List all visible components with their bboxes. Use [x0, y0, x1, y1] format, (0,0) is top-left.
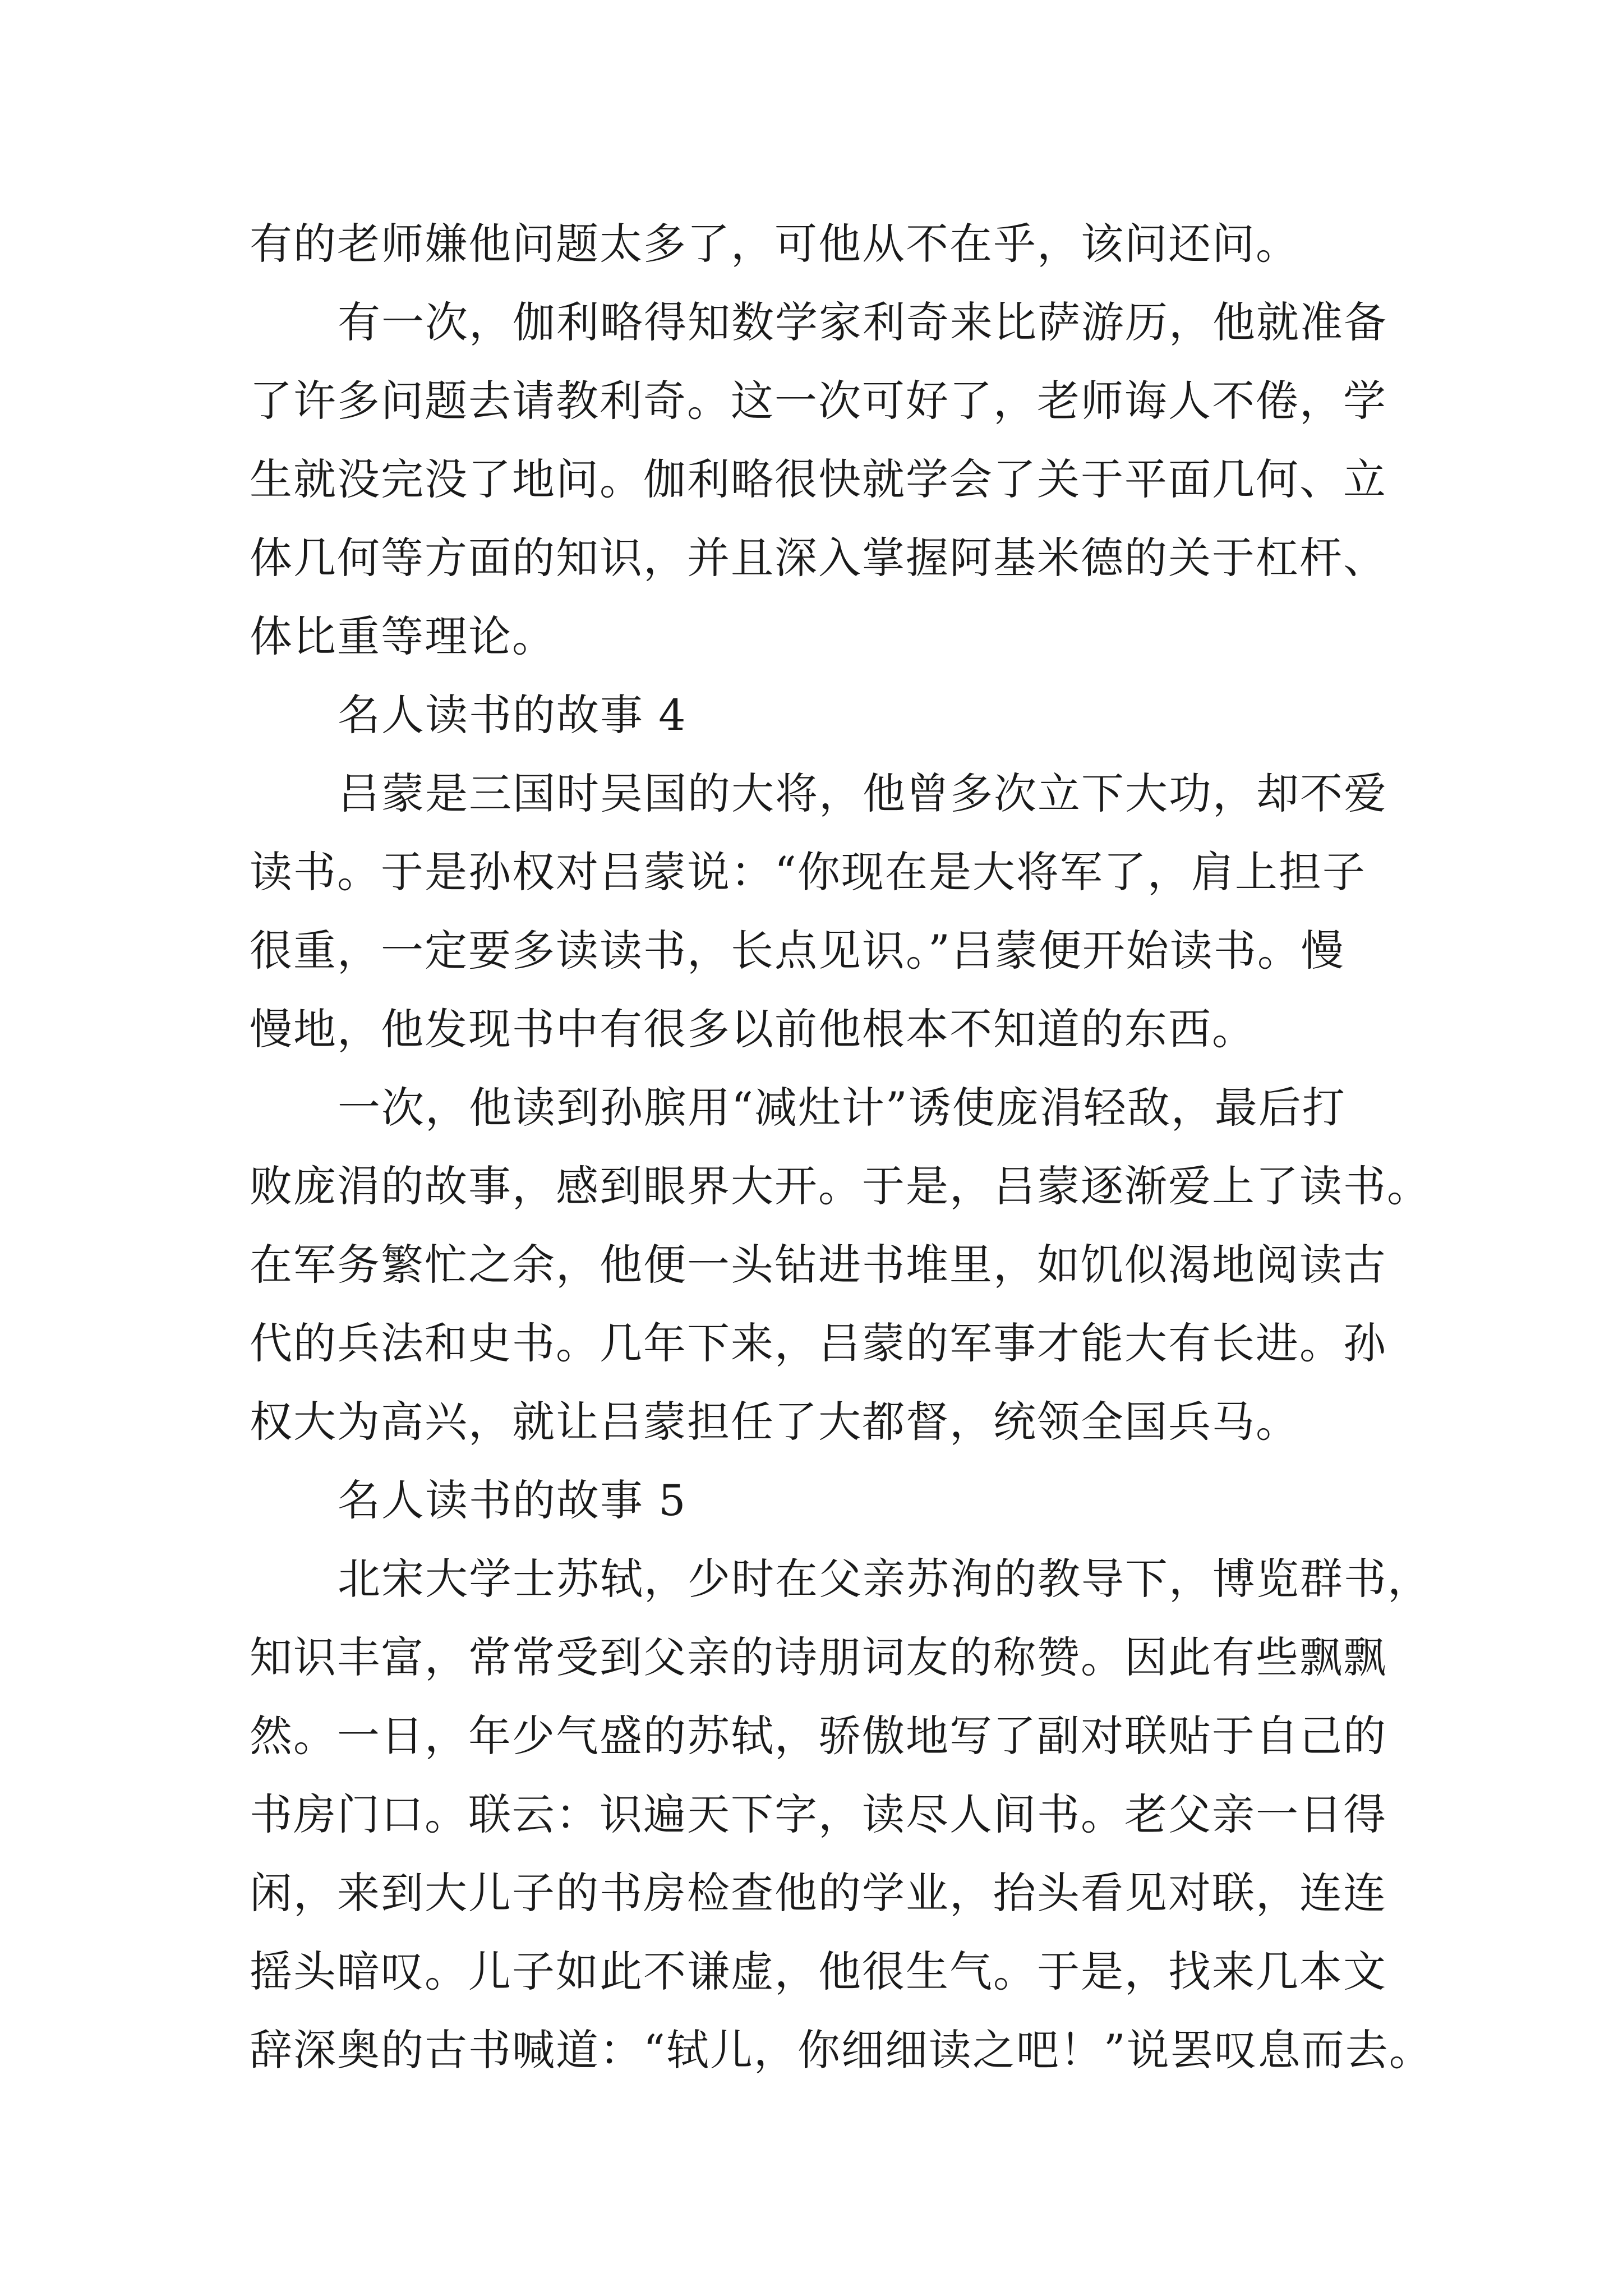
body-text-line: 生就没完没了地问。伽利略很快就学会了关于平面几何、立 — [250, 454, 1387, 504]
body-text-line: 知识丰富，常常受到父亲的诗朋词友的称赞。因此有些飘飘 — [250, 1632, 1387, 1682]
body-text-line: 闲，来到大儿子的书房检查他的学业，抬头看见对联，连连 — [250, 1868, 1387, 1918]
body-text-line: 读书。于是孙权对吕蒙说：“你现在是大将军了，肩上担子 — [250, 847, 1366, 897]
body-text-line: 权大为高兴，就让吕蒙担任了大都督，统领全国兵马。 — [250, 1397, 1299, 1447]
body-text-line: 了许多问题去请教利奇。这一次可好了，老师诲人不倦，学 — [250, 376, 1387, 426]
body-text-line: 体比重等理论。 — [250, 611, 556, 661]
body-text-line: 在军务繁忙之余，他便一头钻进书堆里，如饥似渴地阅读古 — [250, 1240, 1387, 1290]
body-text-line: 慢地，他发现书中有很多以前他根本不知道的东西。 — [250, 1004, 1256, 1054]
paragraph-first-line: 北宋大学士苏轼，少时在父亲苏洵的教导下，博览群书， — [338, 1554, 1431, 1604]
body-text-line: 败庞涓的故事，感到眼界大开。于是，吕蒙逐渐爱上了读书。 — [250, 1161, 1431, 1211]
body-text-line: 书房门口。联云：识遍天下字，读尽人间书。老父亲一日得 — [250, 1789, 1387, 1839]
section-heading: 名人读书的故事 4 — [338, 690, 687, 740]
body-text-line: 辞深奥的古书喊道：“轼儿，你细细读之吧！”说罢叹息而去。 — [250, 2025, 1433, 2075]
body-text-line: 然。一日，年少气盛的苏轼，骄傲地写了副对联贴于自己的 — [250, 1711, 1387, 1761]
paragraph-first-line: 吕蒙是三国时吴国的大将，他曾多次立下大功，却不爱 — [338, 769, 1387, 818]
body-text-line: 摇头暗叹。儿子如此不谦虚，他很生气。于是，找来几本文 — [250, 1947, 1387, 1996]
body-text-line: 有的老师嫌他问题太多了，可他从不在乎，该问还问。 — [250, 219, 1299, 269]
body-text-line: 体几何等方面的知识，并且深入掌握阿基米德的关于杠杆、 — [250, 533, 1387, 583]
body-text-line: 很重，一定要多读读书，长点见识。”吕蒙便开始读书。慢 — [250, 926, 1345, 976]
paragraph-first-line: 一次，他读到孙膑用“减灶计”诱使庞涓轻敌，最后打 — [338, 1083, 1346, 1133]
paragraph-first-line: 有一次，伽利略得知数学家利奇来比萨游历，他就准备 — [338, 297, 1387, 347]
section-heading: 名人读书的故事 5 — [338, 1475, 687, 1525]
body-text-line: 代的兵法和史书。几年下来，吕蒙的军事才能大有长进。孙 — [250, 1318, 1387, 1368]
